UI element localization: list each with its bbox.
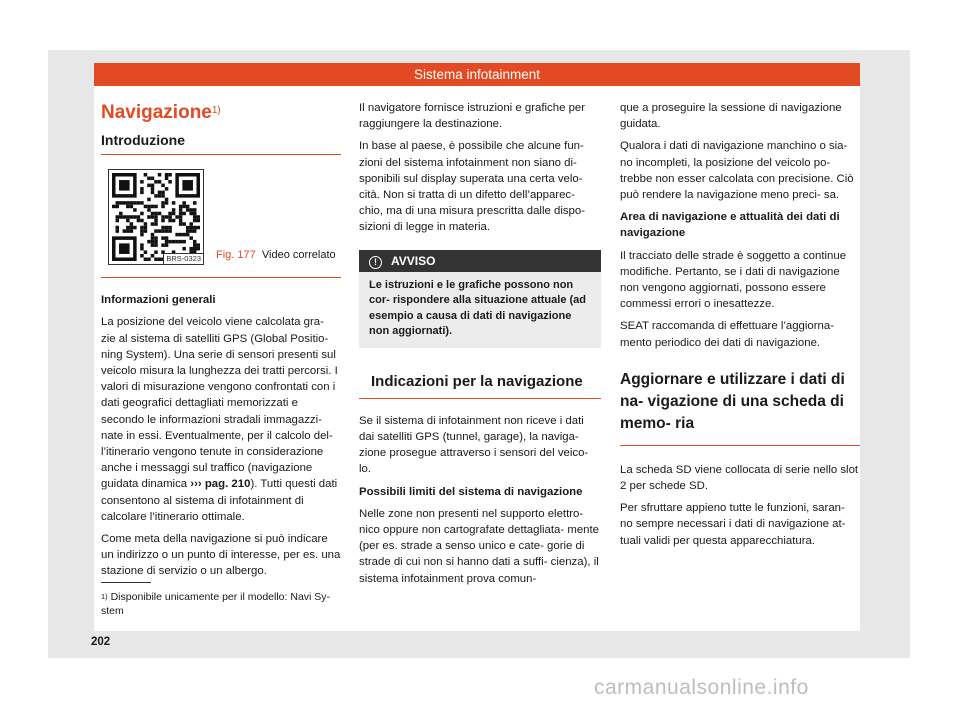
warning-text: Le istruzioni e le grafiche possono non cor- rispondere alla situazione attuale (ad esempio a causa di dati di navigazione non aggiornati).: [369, 278, 586, 338]
subheading-area: Area di navigazione e attualità dei dati di navigazione: [620, 211, 840, 240]
page-reference-link[interactable]: ››› pag. 210: [190, 478, 251, 491]
warning-box: [359, 250, 601, 348]
column-3: [620, 100, 860, 555]
paragraph: Per sfruttare appieno tutte le funzioni, saran- no sempre necessari i dati di navigazione at- tuali validi per questa apparecchiatura.: [620, 502, 846, 547]
page-title: Navigazione$^{1)}$: [101, 102, 221, 123]
paragraph: La scheda SD viene collocata di serie nello slot 2 per schede SD.: [620, 463, 859, 493]
warning-header: ! AVVISO: [359, 250, 601, 272]
watermark-text: carmanualsonline.info: [594, 676, 809, 699]
paragraph: Qualora i dati di navigazione manchino o sia- no incompleti, la posizione del veicolo po- trebbe non esser calcolata con precisione. Ciò può rendere la navigazione meno preci- sa.: [620, 140, 854, 202]
qr-code-icon: [112, 173, 200, 261]
column-2: [359, 100, 601, 593]
footnote-divider: [101, 582, 151, 583]
figure-id: BRS-0323: [163, 253, 204, 265]
paragraph: SEAT raccomanda di effettuare l’aggiorna- mento periodico dei dati di navigazione.: [620, 320, 835, 349]
section-title-aggiornare: Aggiornare e utilizzare i dati di na- vigazione di una scheda di memo- ria: [620, 369, 860, 446]
qr-code-image[interactable]: [108, 169, 204, 265]
page-number: 202: [91, 636, 111, 648]
subheading-informazioni-generali: Informazioni generali: [101, 294, 216, 307]
paragraph: que a proseguire la sessione di navigazione guidata.: [620, 102, 842, 131]
footnote-ref[interactable]: 1): [211, 105, 221, 116]
column-1: [101, 100, 341, 586]
figure-177: [101, 167, 341, 278]
paragraph: In base al paese, è possibile che alcune fun- zioni del sistema infotainment non siano di- sponibili sul display superata una certa velo- cità. Non si tratta di un difetto dell’apparec- chio, ma di una misura prescritta dalle dispo- sizioni di legge in materia.: [359, 140, 586, 234]
paragraph: Come meta della navigazione si può indicare un indirizzo o un punto di interesse, per es. una stazione di servizio o un albergo.: [101, 533, 341, 578]
paragraph: La posizione del veicolo viene calcolata gra- zie al sistema di satelliti GPS (Global Positio- ning System). Una serie di sensori presenti sul veicolo misura la lunghezza dei tratti percorsi. I valori di misurazione vengono confrontati con i dati geografici dettagliati memorizzati e secondo le informazioni stradali immagazzi- nate in essi. Eventualmente, per il calcolo del- l’itinerario vengono tenute in considerazione anche i messaggi sul traffico (navigazione guidata dinamica ››› pag. 210). Tutti questi dati consentono al sistema di infotainment di calcolare l’itinerario ottimale.: [101, 316, 338, 523]
paragraph: Il tracciato delle strade è soggetto a continue modifiche. Pertanto, se i dati di navigazione non vengono aggiornati, possono essere commessi errori o inesattezze.: [620, 249, 847, 311]
subheading-limiti: Possibili limiti del sistema di navigazione: [359, 485, 583, 498]
figure-caption: Fig. 177 Video correlato: [216, 249, 336, 262]
paragraph: Se il sistema di infotainment non riceve i dati dai satelliti GPS (tunnel, garage), la naviga- zione prosegue attraverso i sensori del veico- lo.: [359, 414, 589, 476]
section-header: Sistema infotainment: [94, 63, 860, 86]
paragraph: Il navigatore fornisce istruzioni e grafiche per raggiungere la destinazione.: [359, 102, 586, 131]
paragraph: Nelle zone non presenti nel supporto elettro- nico oppure non cartografate dettagliata- mente (per es. strade a senso unico e cate- gorie di strade di cui non si hanno dati a suffi- cienza), il sistema infotainment prova comun-: [359, 507, 599, 585]
info-icon: !: [369, 256, 382, 269]
section-title-indicazioni: Indicazioni per la navigazione: [359, 370, 601, 399]
footnote: $^{1)}$ Disponibile unicamente per il modello: Navi Sy- stem: [101, 591, 331, 617]
section-title-introduzione: Introduzione: [101, 132, 341, 155]
